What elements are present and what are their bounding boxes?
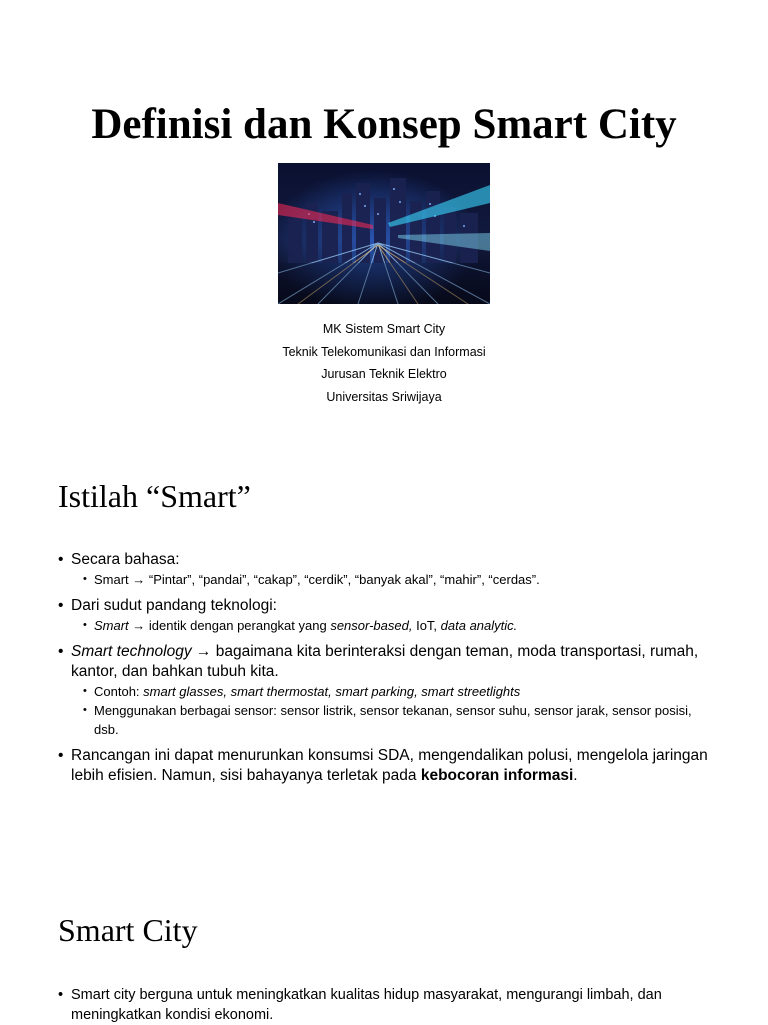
subtitle-line: Jurusan Teknik Elektro (321, 367, 447, 381)
subtitle-block (0, 318, 768, 408)
list-item: • Secara bahasa: (58, 550, 718, 570)
bullet-list (58, 550, 718, 786)
title-slide (0, 0, 768, 440)
list-item: • Smart → “Pintar”, “pandai”, “cakap”, “cerdik”, “banyak akal”, “mahir”, “cerdas”. (83, 570, 718, 589)
smart-city-slide (0, 880, 768, 1024)
city-night-lights-photo (278, 163, 490, 304)
subtitle-line: Teknik Telekomunikasi dan Informasi (282, 344, 486, 359)
page-title: Definisi dan Konsep Smart City (91, 101, 677, 148)
list-item: • Menggunakan berbagai sensor: sensor listrik, sensor tekanan, sensor suhu, sensor jarak, sensor posisi, dsb. (83, 701, 718, 739)
list-item: • Smart city berguna untuk meningkatkan kualitas hidup masyarakat, mengurangi limbah, dan meningkatkan kondisi ekonomi. (58, 985, 718, 1025)
list-item: • Dari sudut pandang teknologi: (58, 596, 718, 616)
istilah-smart-slide (0, 440, 768, 880)
list-item: • Smart technology → bagaimana kita berinteraksi dengan teman, moda transportasi, rumah, kantor, dan bahkan tubuh kita. (58, 642, 718, 682)
section-title: Istilah “Smart” (58, 478, 251, 514)
bullet-list (58, 985, 718, 1025)
list-item: • Rancangan ini dapat menurunkan konsumsi SDA, mengendalikan polusi, mengelola jaringan lebih efisien. Namun, sisi bahayanya terletak pada kebocoran informasi. (58, 746, 718, 786)
section-title: Smart City (58, 912, 198, 948)
subtitle-line: MK Sistem Smart City (322, 322, 446, 336)
subtitle-line: Universitas Sriwijaya (326, 389, 442, 404)
list-item: • Smart → identik dengan perangkat yang sensor-based, IoT, data analytic. (83, 616, 718, 635)
list-item: • Contoh: smart glasses, smart thermostat, smart parking, smart streetlights (83, 682, 718, 701)
